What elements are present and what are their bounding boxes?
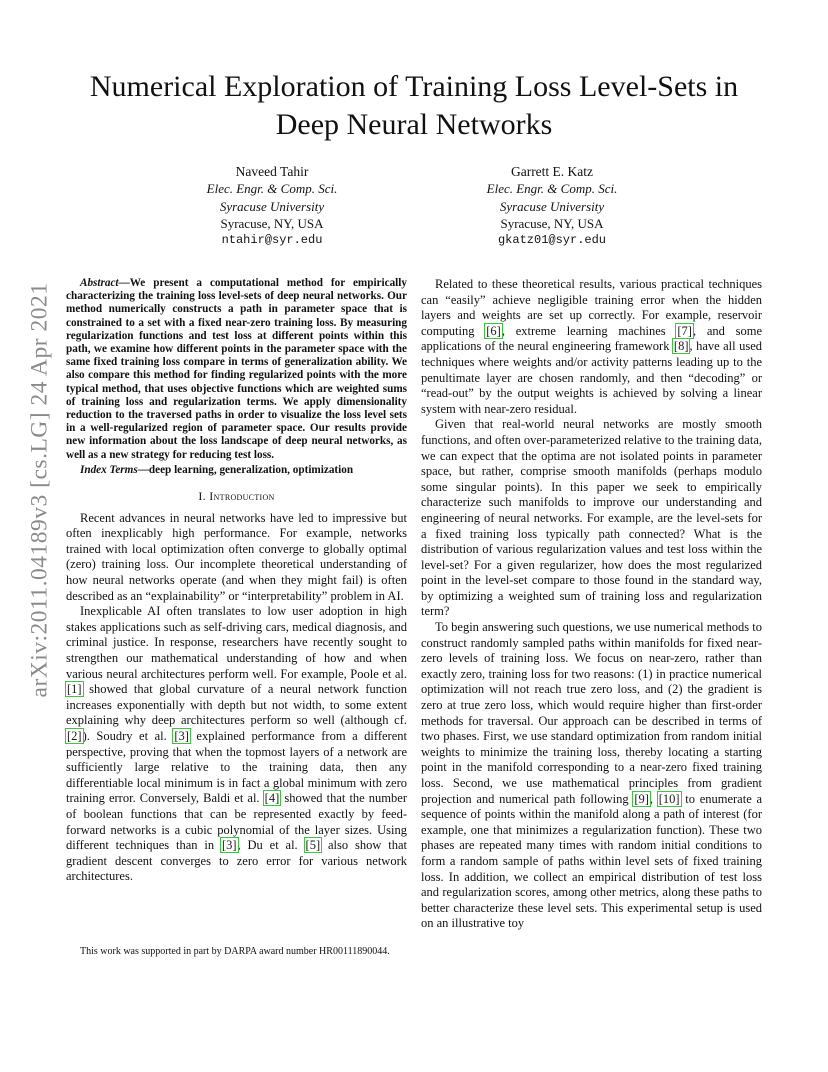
right-column	[421, 277, 762, 932]
author-dept: Elec. Engr. & Comp. Sci.	[486, 181, 618, 197]
citation-link[interactable]: [3]	[174, 728, 189, 743]
author-name: Naveed Tahir	[235, 164, 309, 179]
body-paragraph	[66, 511, 407, 605]
citation-link[interactable]: [8]	[673, 339, 689, 354]
paper-title: Numerical Exploration of Training Loss Level-Sets in Deep Neural Networks	[89, 70, 739, 141]
section-heading-introduction: I. Introduction	[198, 489, 275, 504]
paragraph-text: Related to these theoretical results, various practical techniques can “easily” achieve negligible training error when the hidden layers and weights are set up correctly. For example, reservoir computing	[421, 277, 762, 338]
citation-link[interactable]: [7]	[677, 323, 692, 338]
author-univ: Syracuse University	[219, 198, 325, 214]
abstract-text: —We present a computational method for empirically characterizing the training loss level-sets of deep neural networks. Our method numerically constructs a path in parameter space that is constrained to a set with a fixed near-zero training loss. By measuring regularization functions and test loss at different points within this path, we examine how different points in the parameter space with the same fixed training loss compare in terms of generalization ability. We also compare this method for finding regularized points with the more typical method, that uses objective functions which are weighted sums of training loss and regularization terms. We apply dimensionality reduction to the traversed paths in order to visualize the loss level sets in a well-regularized region of parameter space. Our results provide new information about the loss landscape of deep neural networks, as well as a new strategy for reducing test loss.	[66, 277, 407, 461]
citation-link[interactable]: [1]	[67, 682, 82, 697]
paragraph-text: , and some applications of the neural engineering framework	[421, 323, 763, 354]
body-paragraph	[66, 604, 407, 885]
citation-link[interactable]: [9]	[634, 791, 649, 806]
left-paragraphs	[66, 511, 407, 885]
paragraph-text: , Du et al.	[237, 838, 305, 853]
arxiv-stamp	[20, 230, 60, 750]
paragraph-text: , have all used techniques where weights and/or activity patterns leading up to the penultimate layer are chosen randomly, and then “decoding” or “read-out” by the output weights is achieved by solving a linear system with near-zero residual.	[421, 339, 762, 416]
paragraph-text: Recent advances in neural networks have led to impressive but often inexplicably high performance. For example, networks trained with local optimization often converge to globally optimal (zero) training loss. Our incomplete theoretical understanding of how neural networks operate (and when they might fail) is often described as an “explainability” or “interpretability” problem in AI.	[66, 510, 407, 603]
index-terms	[66, 464, 407, 477]
citation-link[interactable]: [10]	[658, 791, 680, 806]
author-dept: Elec. Engr. & Comp. Sci.	[206, 181, 338, 197]
paragraph-text: also show that gradient descent converges to zero error for various network architectures.	[66, 838, 407, 884]
paragraph-text: Given that real-world neural networks are mostly smooth functions, and often over-parameterized relative to the training data, we can expect that the optima are not isolated points in parameter space, but rather, comprise smooth manifolds (perhaps modulo some singular points). In this paper we seek to empirically characterize such manifolds to improve our understanding and engineering of neural networks. For example, are the level-sets for a fixed training loss typically path connected? What is the distribution of various regularization values and test loss within the level-set? For a given regularizer, how does the most regularized point in the level-set compare to those found in the standard way, by optimizing a weighted sum of training loss and regularization term?	[421, 417, 762, 619]
left-column	[66, 277, 407, 885]
paragraph-text: ,	[649, 791, 658, 806]
right-paragraphs	[421, 277, 762, 932]
abstract-lead: Abstract	[80, 277, 119, 289]
citation-link[interactable]: [4]	[264, 791, 280, 806]
author-email[interactable]: gkatz01@syr.edu	[497, 233, 607, 248]
paragraph-text: Inexplicable AI often translates to low user adoption in high stakes applications such as self-driving cars, medical diagnosis, and criminal justice. In response, researchers have recently sought to strengthen our mathematical understanding of how and when various neural architectures perform well. For example, Poole et al.	[66, 604, 407, 681]
citation-link[interactable]: [3]	[221, 838, 237, 853]
paragraph-text: ). Soudry et al.	[82, 728, 174, 743]
abstract	[66, 277, 407, 462]
arxiv-stamp-text: arXiv:2011.04189v3 [cs.LG] 24 Apr 2021	[26, 282, 53, 698]
citation-link[interactable]: [6]	[486, 323, 501, 338]
citation-link[interactable]: [5]	[305, 838, 321, 853]
author-location: Syracuse, NY, USA	[220, 215, 324, 231]
body-paragraph	[421, 620, 762, 932]
paragraph-text: To begin answering such questions, we use numerical methods to construct randomly sampled paths within manifolds for fixed near-zero levels of training loss. We focus on near-zero, rather than exactly zero, training loss for two reasons: (1) in practice numerical optimization will not reach true zero loss, and (2) the gradient is zero at true zero loss, which would require higher than first-order methods for traversal. Our approach can be described in terms of two phases. First, we use standard optimization from random initial weights to minimize the training loss, thereby locating a starting point in the manifold corresponding to a near-zero fixed training loss. Second, we use mathematical principles from gradient projection and numerical path following	[421, 620, 762, 806]
author-name: Garrett E. Katz	[510, 164, 594, 179]
paragraph-text: showed that global curvature of a neural network function increases exponentially with depth but not width, to some extent explaining why deep architectures perform so well (although cf.	[66, 682, 407, 728]
paragraph-text: to enumerate a sequence of points within the manifold along a path of interest (for example, one that minimizes a regularization function). These two phases are repeated many times with random initial conditions to form a random sample of paths within level sets of fixed training loss. In addition, we collect an empirical distribution of test loss and regularization scores, among other metrics, along these paths to better characterize these level sets. This experimental setup is used on an illustrative toy	[421, 791, 762, 931]
author-block-1	[142, 163, 402, 249]
citation-link[interactable]: [2]	[67, 728, 82, 743]
paragraph-text: showed that the number of boolean functions that can be represented exactly by feed-forward networks is a cubic polynomial of the layer sizes. Using different techniques than in	[66, 791, 407, 853]
footnote: This work was supported in part by DARPA award number HR00111890044.	[80, 946, 390, 957]
body-paragraph	[421, 417, 762, 620]
author-univ: Syracuse University	[499, 198, 605, 214]
author-location: Syracuse, NY, USA	[500, 215, 604, 231]
index-terms-lead: Index Terms	[80, 463, 138, 476]
author-block-2	[422, 163, 682, 249]
body-paragraph	[421, 277, 762, 417]
index-terms-text: —deep learning, generalization, optimization	[137, 463, 354, 476]
author-email[interactable]: ntahir@syr.edu	[221, 233, 323, 248]
paragraph-text: explained performance from a different perspective, proving that when the topmost layers of a network are sufficiently large relative to the training data, then any differentiable local minimum is in fact a global minimum with zero training error. Conversely, Baldi et al.	[66, 728, 407, 806]
paragraph-text: , extreme learning machines	[501, 323, 677, 338]
